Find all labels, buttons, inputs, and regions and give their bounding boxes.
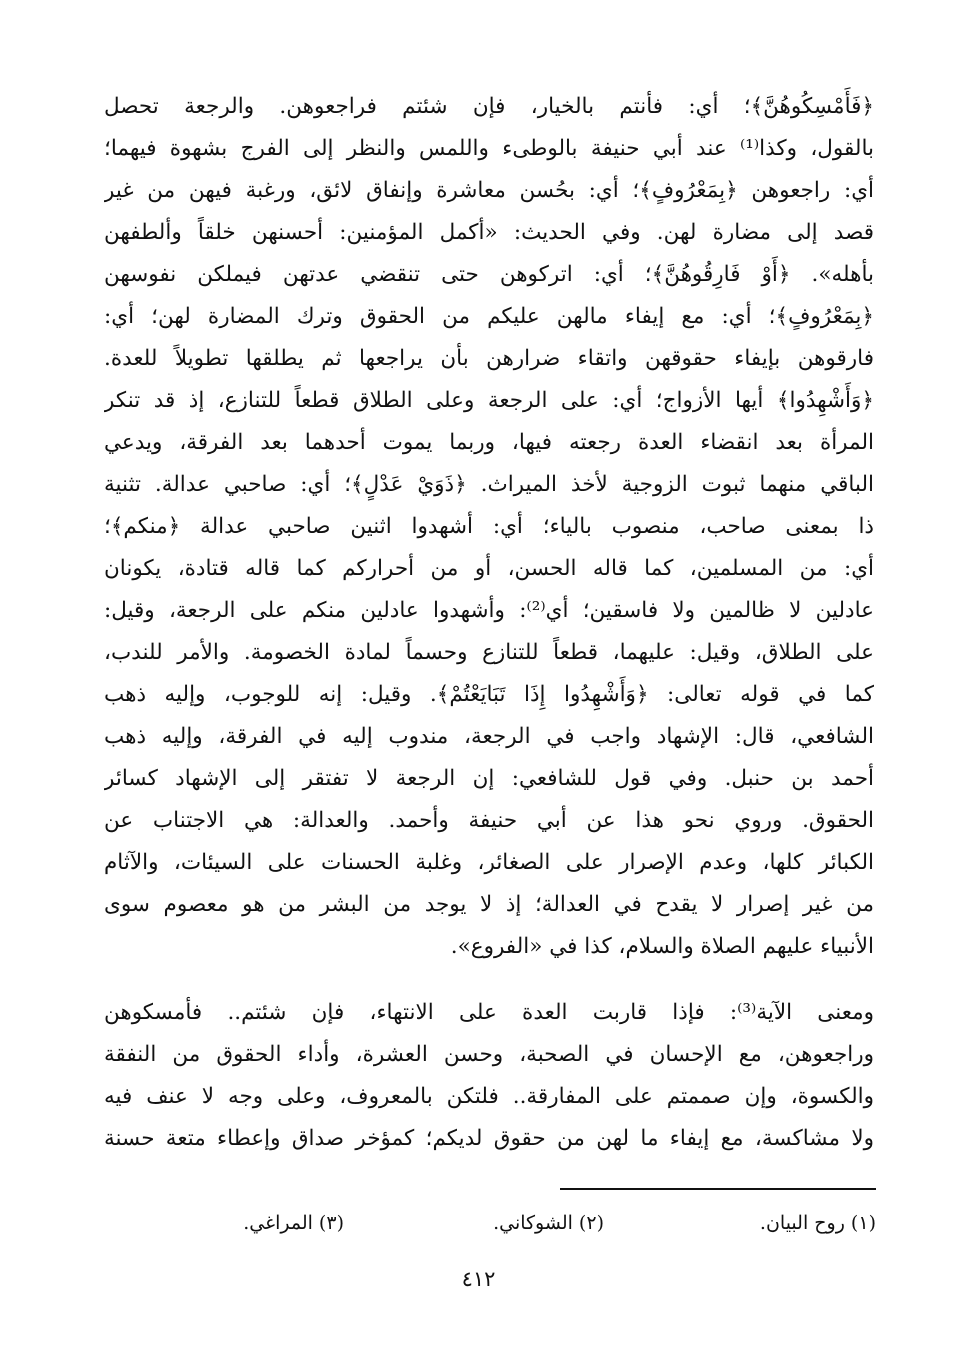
text-line: ﴿وَأَشْهِدُوا﴾ أيها الأزواج؛ أي: على الرجعة وعلى الطلاق قطعاً للتنازع، إذ قد تنكر [104, 388, 874, 413]
text-line: الأنبياء عليهم الصلاة والسلام، كذا في «الفروع». [450, 934, 874, 959]
text-line: الباقي منهما ثبوت الزوجية لأخذ الميراث. ﴿ذَوَيْ عَدْلٍ﴾؛ أي: صاحبي عدالة. تثنية [104, 472, 874, 497]
text-line: الكبائر كلها، وعدم الإصرار على الصغائر، وغلبة الحسنات على السيئات، والآثام [104, 850, 874, 875]
text-line: بأهله». ﴿أَوْ فَارِقُوهُنَّ﴾؛ أي: اتركوهن حتى تنقضي عدتهن فيملكن نفوسهن [104, 262, 874, 287]
text-line: ولا مشاكسة، مع إيفاء ما لهن من حقوق لديكم؛ كمؤخر صداق وإعطاء متعة حسنة [104, 1126, 874, 1151]
text-line: ومعنى الآية⁽³⁾: فإذا قاربت العدة على الانتهاء، فإن شئتم.. فأمسكوهن [104, 1000, 874, 1025]
footnotes [104, 1206, 876, 1240]
text-line: كما في قوله تعالى: ﴿وَأَشْهِدُوا إِذَا تَبَايَعْتُمْ﴾. وقيل: إنه للوجوب، وإليه ذهب [104, 682, 874, 707]
text-line: ﴿بِمَعْرُوفٍ﴾؛ أي: مع إيفاء مالهن عليكم من الحقوق وترك المضارة لهن؛ أي: [104, 304, 874, 329]
text-line: الحقوق. وروي نحو هذا عن أبي حنيفة وأحمد. والعدالة: هي الاجتناب عن [104, 808, 874, 833]
footnote-2: (٢) الشوكاني. [493, 1212, 604, 1234]
footnote-3: (٣) المراغي. [243, 1212, 344, 1234]
text-line: ذا بمعنى صاحب، منصوب بالياء؛ أي: أشهدوا اثنين صاحبي عدالة ﴿منكم﴾؛ [104, 514, 874, 539]
text-line: والكسوة، وإن صممتم على المفارقة.. فلتكن بالمعروف، وعلى وجه لا عنف فيه [104, 1084, 874, 1109]
text-line: ﴿فَأَمْسِكُوهُنَّ﴾؛ أي: فأنتم بالخيار، فإن شئتم فراجعوهن. والرجعة تحصل [104, 94, 874, 119]
tafsir-paragraph [104, 86, 874, 968]
text-line: أي: راجعوهن ﴿بِمَعْرُوفٍ﴾؛ أي: بحُسن معاشرة وإنفاق لائق، ورغبة فيهن من غير [104, 178, 874, 203]
verse-meaning-paragraph [104, 992, 874, 1160]
text-line: وراجعوهن، مع الإحسان في الصحبة، وحسن العشرة، وأداء الحقوق من النفقة [104, 1042, 874, 1067]
page-number: ٤١٢ [461, 1267, 496, 1291]
text-line: من غير إصرار لا يقدح في العدالة؛ إذ لا يوجد من البشر من هو معصوم سوى [104, 892, 874, 917]
footnote-1: (١) روح البيان. [759, 1212, 876, 1234]
text-line: أحمد بن حنبل. وفي قول للشافعي: إن الرجعة لا تفتقر إلى الإشهاد كسائر [104, 766, 874, 791]
text-line: بالقول، وكذا⁽¹⁾ عند أبي حنيفة بالوطىء واللمس والنظر إلى الفرج بشهوة فيهما؛ [104, 136, 874, 161]
footnote-divider [560, 1188, 876, 1190]
text-line: أي: من المسلمين، كما قاله الحسن، أو من أحراركم كما قاله قتادة، يكونان [104, 556, 874, 581]
text-line: المرأة بعد انقضاء العدة رجعته فيها، وربما يموت أحدهما بعد الفرقة، ويدعي [104, 430, 874, 455]
text-line: عادلين لا ظالمين ولا فاسقين؛ أي⁽²⁾: وأشهدوا عادلين منكم على الرجعة، وقيل: [104, 598, 874, 623]
text-line: على الطلاق، وقيل: عليهما، قطعاً للتنازع وحسماً لمادة الخصومة. والأمر للندب، [104, 640, 874, 665]
text-line: قصد إلى مضارة لهن. وفي الحديث: «أكمل المؤمنين: أحسنهن خلقاً وألطفهن [104, 220, 874, 245]
text-line: الشافعي، قال: الإشهاد واجب في الرجعة، مندوب إليه في الفرقة، وإليه ذهب [104, 724, 874, 749]
text-line: فارقوهن بإيفاء حقوقهن واتقاء ضرارهن بأن يراجعها ثم يطلقها تطويلاً للعدة. [104, 346, 874, 371]
